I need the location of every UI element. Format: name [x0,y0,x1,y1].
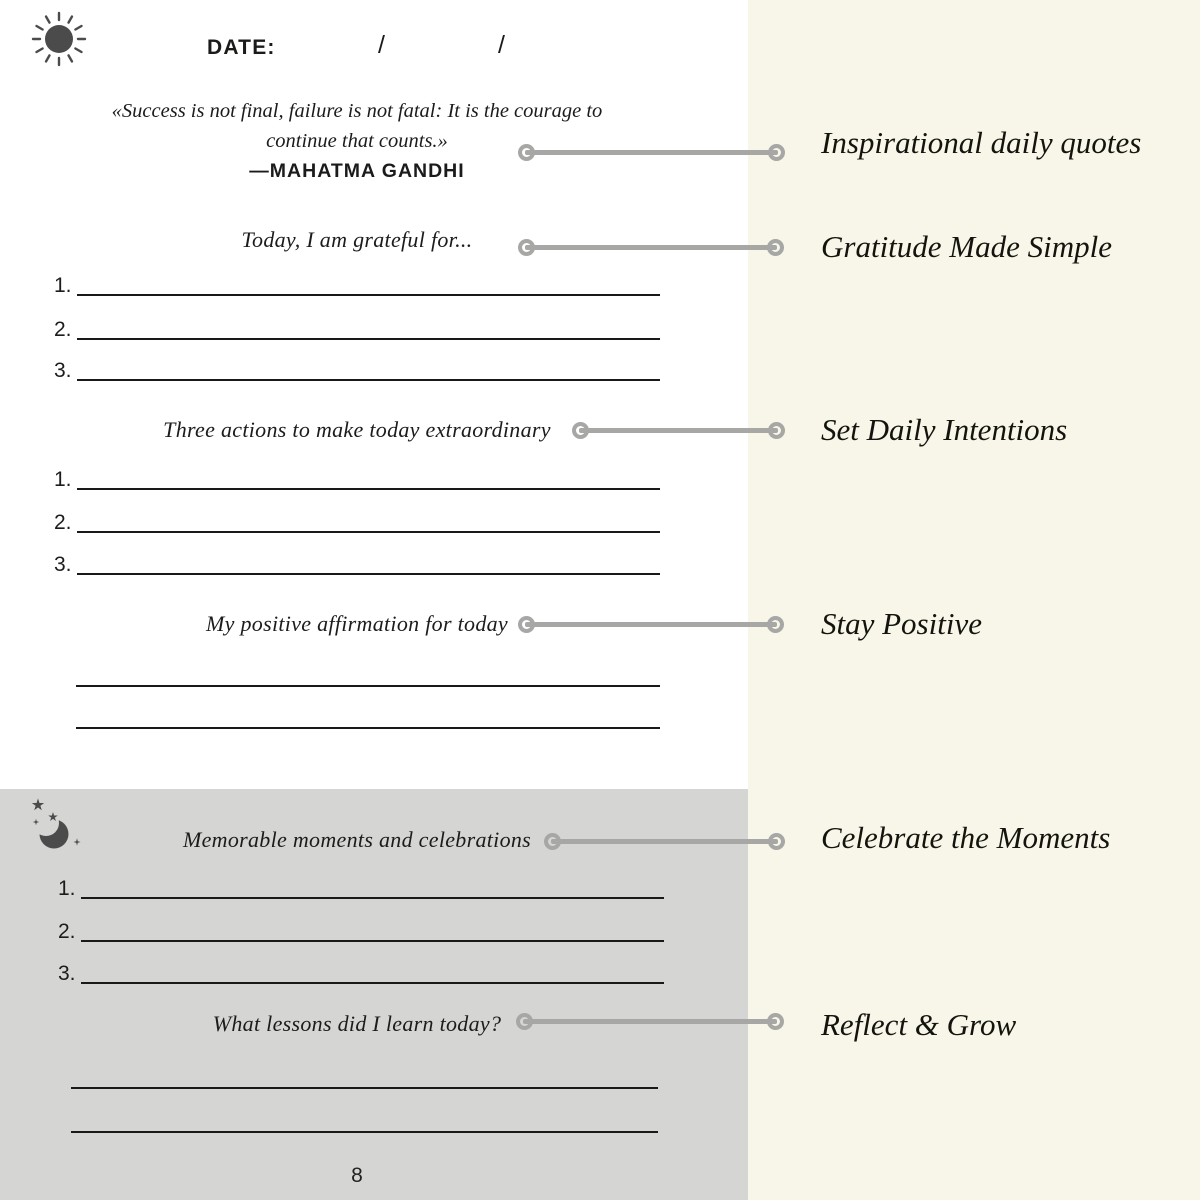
connector-line [579,428,778,433]
callout-label-moments: Celebrate the Moments [821,820,1111,855]
evening-section [0,789,748,1200]
callout-label-reflect: Reflect & Grow [821,1007,1017,1042]
actions-line-3 [54,553,660,575]
connector-ring-icon [544,833,561,850]
write-in-rule [77,552,660,575]
write-in-rule [81,919,664,942]
connector-line [525,622,777,627]
affirmation-rule-2 [76,727,660,729]
list-number: 3. [58,962,76,985]
callout-connector-moments [544,833,785,850]
callout-label-gratitude: Gratitude Made Simple [821,229,1113,264]
callout-connector-positive [518,616,784,633]
callout-label-intentions: Set Daily Intentions [821,412,1068,447]
connector-ring-icon [767,1013,784,1030]
connector-ring-icon [518,616,535,633]
list-number: 2. [58,920,76,943]
callout-connector-gratitude [518,239,784,256]
write-in-rule [77,317,660,340]
page-number: 8 [351,1164,363,1187]
lessons-rule-2 [71,1131,658,1133]
write-in-rule [81,961,664,984]
connector-ring-icon [768,144,785,161]
callout-connector-reflect [516,1013,784,1030]
callout-connector-intentions [572,422,785,439]
date-label: DATE: [207,36,276,59]
connector-ring-icon [572,422,589,439]
quote-attribution: —MAHATMA GANDHI [249,160,465,182]
connector-ring-icon [516,1013,533,1030]
date-slash-2: / [498,31,505,59]
callout-label-positive: Stay Positive [821,606,982,641]
list-number: 3. [54,553,72,576]
list-number: 3. [54,359,72,382]
connector-line [525,245,777,250]
gratitude-line-3 [54,359,660,381]
section-title-affirmation: My positive affirmation for today [206,611,508,636]
write-in-rule [81,876,664,899]
list-number: 2. [54,318,72,341]
connector-line [551,839,778,844]
affirmation-rule-1 [76,685,660,687]
moments-line-1 [58,877,664,899]
connector-line [525,150,778,155]
section-title-actions: Three actions to make today extraordinary [163,417,551,442]
list-number: 1. [54,274,72,297]
quote-line-1: «Success is not final, failure is not fatal: It is the courage to [111,100,603,122]
callout-label-quote: Inspirational daily quotes [821,125,1142,160]
list-number: 1. [54,468,72,491]
callout-connector-quote [518,144,785,161]
section-title-moments: Memorable moments and celebrations [182,827,532,852]
list-number: 1. [58,877,76,900]
gratitude-line-2 [54,318,660,340]
quote-line-2: continue that counts.» [266,129,448,152]
connector-line [523,1019,777,1024]
connector-ring-icon [768,422,785,439]
moments-line-2 [58,920,664,942]
write-in-rule [77,510,660,533]
list-number: 2. [54,511,72,534]
gratitude-line-1 [54,274,660,296]
connector-ring-icon [768,833,785,850]
actions-line-1 [54,468,660,490]
date-slash-1: / [378,31,385,59]
write-in-rule [77,273,660,296]
section-title-lessons: What lessons did I learn today? [212,1011,502,1036]
connector-ring-icon [767,616,784,633]
lessons-rule-1 [71,1087,658,1089]
connector-ring-icon [518,144,535,161]
section-title-gratitude: Today, I am grateful for... [241,227,473,252]
connector-ring-icon [767,239,784,256]
write-in-rule [77,467,660,490]
sun-icon [28,8,90,70]
moments-line-3 [58,962,664,984]
write-in-rule [77,358,660,381]
actions-line-2 [54,511,660,533]
connector-ring-icon [518,239,535,256]
